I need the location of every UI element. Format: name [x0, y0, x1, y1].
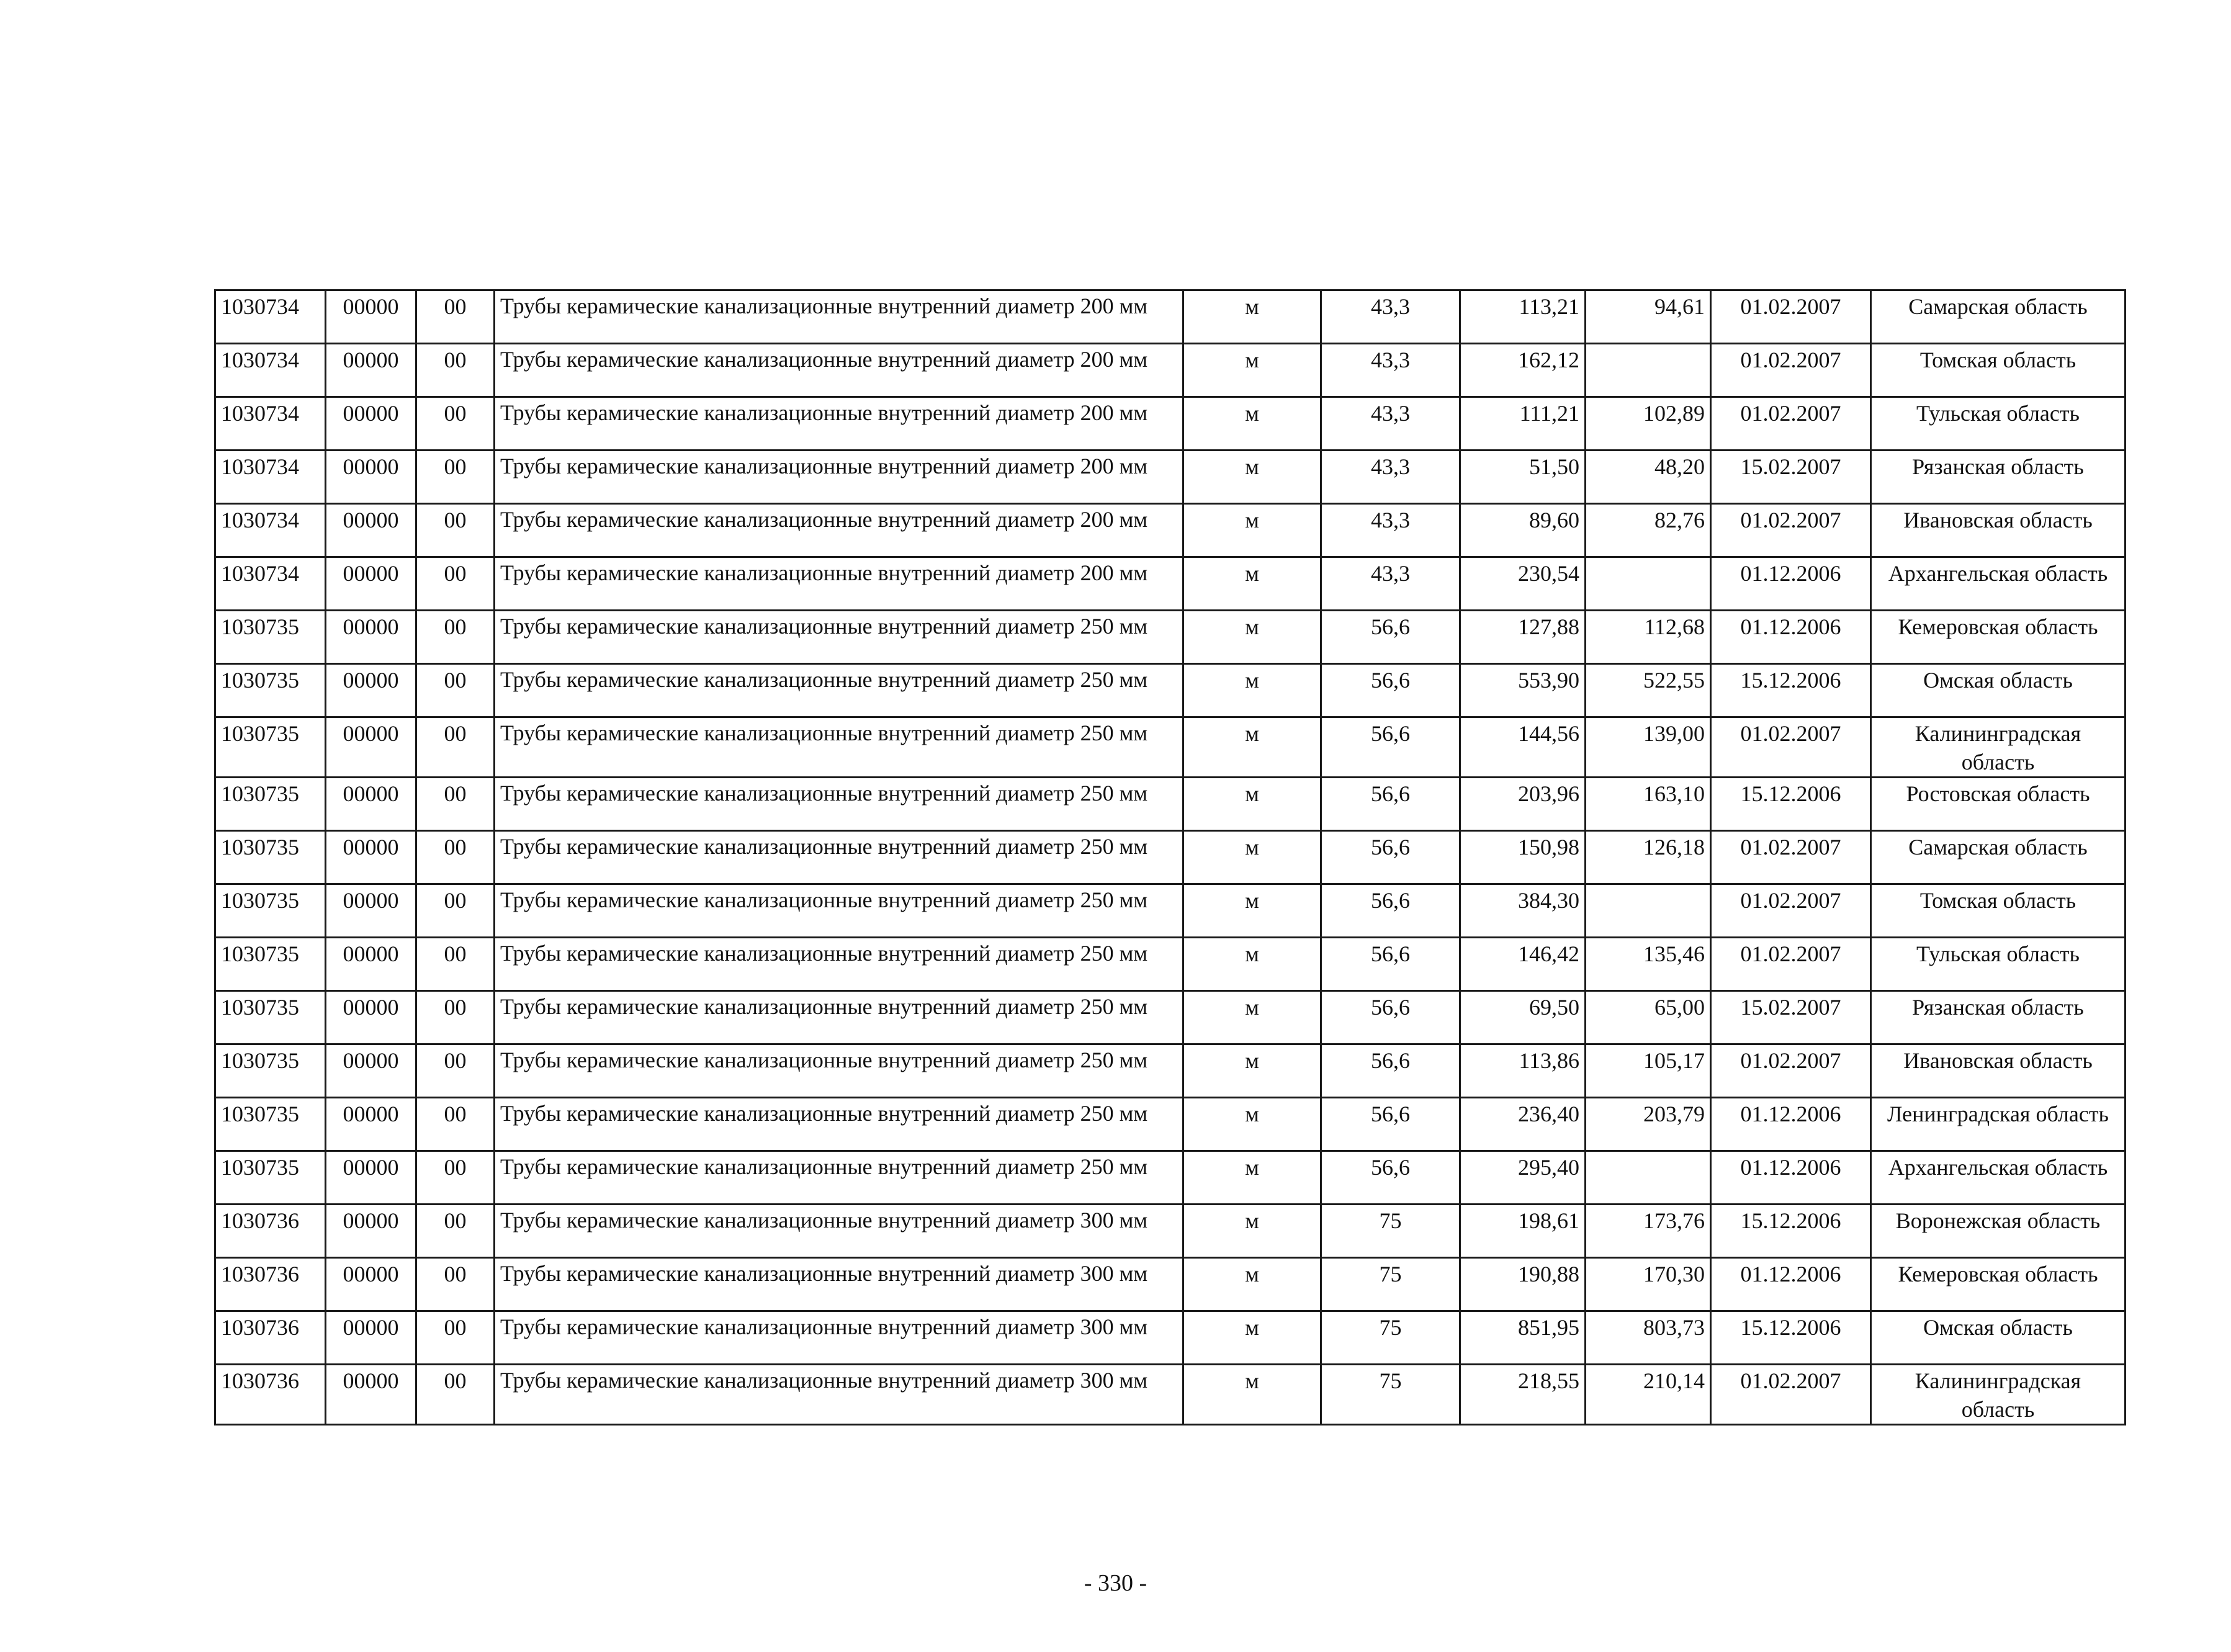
subcode-cell: 00000: [326, 1044, 416, 1098]
price-alt-cell: 82,76: [1586, 504, 1711, 557]
variant-cell: 00: [416, 451, 495, 504]
variant-cell: 00: [416, 991, 495, 1044]
unit-cell: м: [1183, 1098, 1321, 1151]
price-cell: 162,12: [1460, 344, 1586, 397]
region-cell: Калининградская область: [1871, 717, 2126, 778]
resource-name-cell: Трубы керамические канализационные внутренний диаметр 250 мм: [495, 884, 1183, 938]
variant-cell: 00: [416, 290, 495, 344]
unit-cell: м: [1183, 831, 1321, 884]
variant-cell: 00: [416, 778, 495, 831]
subcode-cell: 00000: [326, 1205, 416, 1258]
price-alt-cell: [1586, 1151, 1711, 1205]
variant-cell: 00: [416, 557, 495, 611]
subcode-cell: 00000: [326, 611, 416, 664]
resource-name-cell: Трубы керамические канализационные внутренний диаметр 250 мм: [495, 1151, 1183, 1205]
price-alt-cell: [1586, 557, 1711, 611]
date-cell: 15.12.2006: [1711, 778, 1871, 831]
unit-cell: м: [1183, 1044, 1321, 1098]
resource-name-cell: Трубы керамические канализационные внутренний диаметр 250 мм: [495, 778, 1183, 831]
weight-cell: 75: [1321, 1311, 1460, 1365]
subcode-cell: 00000: [326, 1258, 416, 1311]
price-alt-cell: 210,14: [1586, 1365, 1711, 1425]
resource-name-cell: Трубы керамические канализационные внутренний диаметр 250 мм: [495, 938, 1183, 991]
variant-cell: 00: [416, 1365, 495, 1425]
date-cell: 01.12.2006: [1711, 1098, 1871, 1151]
weight-cell: 56,6: [1321, 1044, 1460, 1098]
resource-name-cell: Трубы керамические канализационные внутренний диаметр 250 мм: [495, 1098, 1183, 1151]
price-cell: 113,21: [1460, 290, 1586, 344]
table-body: [215, 290, 2126, 1425]
table-row: [215, 717, 2126, 778]
weight-cell: 43,3: [1321, 290, 1460, 344]
unit-cell: м: [1183, 611, 1321, 664]
price-cell: 198,61: [1460, 1205, 1586, 1258]
date-cell: 01.12.2006: [1711, 1258, 1871, 1311]
resource-name-cell: Трубы керамические канализационные внутренний диаметр 250 мм: [495, 1044, 1183, 1098]
unit-cell: м: [1183, 397, 1321, 451]
table-row: [215, 1258, 2126, 1311]
subcode-cell: 00000: [326, 664, 416, 717]
subcode-cell: 00000: [326, 290, 416, 344]
resource-name-cell: Трубы керамические канализационные внутренний диаметр 250 мм: [495, 831, 1183, 884]
unit-cell: м: [1183, 557, 1321, 611]
price-alt-cell: [1586, 884, 1711, 938]
price-cell: 113,86: [1460, 1044, 1586, 1098]
resource-name-cell: Трубы керамические канализационные внутренний диаметр 300 мм: [495, 1205, 1183, 1258]
variant-cell: 00: [416, 1044, 495, 1098]
variant-cell: 00: [416, 611, 495, 664]
unit-cell: м: [1183, 991, 1321, 1044]
date-cell: 01.12.2006: [1711, 557, 1871, 611]
region-cell: Тульская область: [1871, 938, 2126, 991]
date-cell: 01.02.2007: [1711, 290, 1871, 344]
resource-code-cell: 1030735: [215, 991, 326, 1044]
price-cell: 111,21: [1460, 397, 1586, 451]
resource-code-cell: 1030735: [215, 938, 326, 991]
table-row: [215, 1311, 2126, 1365]
resource-code-cell: 1030735: [215, 884, 326, 938]
resource-name-cell: Трубы керамические канализационные внутренний диаметр 200 мм: [495, 451, 1183, 504]
price-cell: 51,50: [1460, 451, 1586, 504]
date-cell: 01.12.2006: [1711, 1151, 1871, 1205]
region-cell: Кемеровская область: [1871, 1258, 2126, 1311]
date-cell: 15.12.2006: [1711, 664, 1871, 717]
price-cell: 851,95: [1460, 1311, 1586, 1365]
weight-cell: 56,6: [1321, 778, 1460, 831]
variant-cell: 00: [416, 884, 495, 938]
price-alt-cell: 105,17: [1586, 1044, 1711, 1098]
unit-cell: м: [1183, 1205, 1321, 1258]
region-cell: Ивановская область: [1871, 504, 2126, 557]
price-alt-cell: [1586, 344, 1711, 397]
date-cell: 01.02.2007: [1711, 884, 1871, 938]
weight-cell: 43,3: [1321, 504, 1460, 557]
price-alt-cell: 803,73: [1586, 1311, 1711, 1365]
resource-code-cell: 1030735: [215, 1151, 326, 1205]
weight-cell: 56,6: [1321, 1151, 1460, 1205]
weight-cell: 75: [1321, 1258, 1460, 1311]
price-alt-cell: 112,68: [1586, 611, 1711, 664]
resource-name-cell: Трубы керамические канализационные внутренний диаметр 250 мм: [495, 664, 1183, 717]
weight-cell: 56,6: [1321, 611, 1460, 664]
table-row: [215, 884, 2126, 938]
subcode-cell: 00000: [326, 1365, 416, 1425]
resource-name-cell: Трубы керамические канализационные внутренний диаметр 300 мм: [495, 1365, 1183, 1425]
resource-code-cell: 1030734: [215, 397, 326, 451]
resource-name-cell: Трубы керамические канализационные внутренний диаметр 200 мм: [495, 504, 1183, 557]
table-row: [215, 344, 2126, 397]
weight-cell: 56,6: [1321, 1098, 1460, 1151]
subcode-cell: 00000: [326, 884, 416, 938]
price-cell: 127,88: [1460, 611, 1586, 664]
weight-cell: 75: [1321, 1205, 1460, 1258]
resource-code-cell: 1030735: [215, 1098, 326, 1151]
price-alt-cell: 522,55: [1586, 664, 1711, 717]
resource-name-cell: Трубы керамические канализационные внутренний диаметр 200 мм: [495, 344, 1183, 397]
unit-cell: м: [1183, 938, 1321, 991]
region-cell: Ивановская область: [1871, 1044, 2126, 1098]
variant-cell: 00: [416, 1151, 495, 1205]
weight-cell: 43,3: [1321, 557, 1460, 611]
price-cell: 146,42: [1460, 938, 1586, 991]
price-alt-cell: 48,20: [1586, 451, 1711, 504]
region-cell: Ленинградская область: [1871, 1098, 2126, 1151]
resource-code-cell: 1030736: [215, 1365, 326, 1425]
price-alt-cell: 135,46: [1586, 938, 1711, 991]
resource-name-cell: Трубы керамические канализационные внутренний диаметр 200 мм: [495, 557, 1183, 611]
unit-cell: м: [1183, 1365, 1321, 1425]
resource-name-cell: Трубы керамические канализационные внутренний диаметр 300 мм: [495, 1311, 1183, 1365]
date-cell: 15.02.2007: [1711, 451, 1871, 504]
price-cell: 203,96: [1460, 778, 1586, 831]
resource-name-cell: Трубы керамические канализационные внутренний диаметр 250 мм: [495, 717, 1183, 778]
price-cell: 144,56: [1460, 717, 1586, 778]
price-alt-cell: 65,00: [1586, 991, 1711, 1044]
resource-name-cell: Трубы керамические канализационные внутренний диаметр 300 мм: [495, 1258, 1183, 1311]
price-cell: 190,88: [1460, 1258, 1586, 1311]
resource-code-cell: 1030735: [215, 778, 326, 831]
variant-cell: 00: [416, 664, 495, 717]
region-cell: Томская область: [1871, 344, 2126, 397]
region-cell: Кемеровская область: [1871, 611, 2126, 664]
weight-cell: 56,6: [1321, 884, 1460, 938]
weight-cell: 43,3: [1321, 451, 1460, 504]
table-row: [215, 831, 2126, 884]
subcode-cell: 00000: [326, 1311, 416, 1365]
variant-cell: 00: [416, 504, 495, 557]
date-cell: 15.02.2007: [1711, 991, 1871, 1044]
resource-code-cell: 1030734: [215, 451, 326, 504]
resource-code-cell: 1030734: [215, 344, 326, 397]
table-row: [215, 504, 2126, 557]
table-row: [215, 991, 2126, 1044]
date-cell: 01.02.2007: [1711, 344, 1871, 397]
variant-cell: 00: [416, 717, 495, 778]
table-row: [215, 451, 2126, 504]
unit-cell: м: [1183, 290, 1321, 344]
subcode-cell: 00000: [326, 831, 416, 884]
resource-code-cell: 1030735: [215, 1044, 326, 1098]
price-table: [214, 289, 2126, 1425]
unit-cell: м: [1183, 1258, 1321, 1311]
price-cell: 384,30: [1460, 884, 1586, 938]
resource-name-cell: Трубы керамические канализационные внутренний диаметр 200 мм: [495, 397, 1183, 451]
resource-code-cell: 1030734: [215, 557, 326, 611]
region-cell: Архангельская область: [1871, 1151, 2126, 1205]
resource-code-cell: 1030734: [215, 504, 326, 557]
table-row: [215, 938, 2126, 991]
variant-cell: 00: [416, 938, 495, 991]
region-cell: Калининградская область: [1871, 1365, 2126, 1425]
subcode-cell: 00000: [326, 451, 416, 504]
resource-code-cell: 1030735: [215, 831, 326, 884]
price-cell: 236,40: [1460, 1098, 1586, 1151]
price-cell: 69,50: [1460, 991, 1586, 1044]
unit-cell: м: [1183, 504, 1321, 557]
price-cell: 218,55: [1460, 1365, 1586, 1425]
resource-code-cell: 1030735: [215, 664, 326, 717]
region-cell: Томская область: [1871, 884, 2126, 938]
price-alt-cell: 173,76: [1586, 1205, 1711, 1258]
region-cell: Воронежская область: [1871, 1205, 2126, 1258]
price-alt-cell: 126,18: [1586, 831, 1711, 884]
weight-cell: 56,6: [1321, 717, 1460, 778]
region-cell: Тульская область: [1871, 397, 2126, 451]
date-cell: 01.02.2007: [1711, 938, 1871, 991]
page-number: - 330 -: [1084, 1570, 1147, 1596]
resource-name-cell: Трубы керамические канализационные внутренний диаметр 200 мм: [495, 290, 1183, 344]
date-cell: 15.12.2006: [1711, 1311, 1871, 1365]
price-cell: 230,54: [1460, 557, 1586, 611]
region-cell: Самарская область: [1871, 290, 2126, 344]
table-row: [215, 611, 2126, 664]
unit-cell: м: [1183, 344, 1321, 397]
subcode-cell: 00000: [326, 1151, 416, 1205]
unit-cell: м: [1183, 1311, 1321, 1365]
resource-code-cell: 1030735: [215, 611, 326, 664]
variant-cell: 00: [416, 1311, 495, 1365]
price-cell: 553,90: [1460, 664, 1586, 717]
price-cell: 89,60: [1460, 504, 1586, 557]
price-alt-cell: 102,89: [1586, 397, 1711, 451]
date-cell: 15.12.2006: [1711, 1205, 1871, 1258]
table-row: [215, 1151, 2126, 1205]
unit-cell: м: [1183, 884, 1321, 938]
unit-cell: м: [1183, 1151, 1321, 1205]
weight-cell: 43,3: [1321, 397, 1460, 451]
weight-cell: 56,6: [1321, 831, 1460, 884]
date-cell: 01.02.2007: [1711, 1365, 1871, 1425]
region-cell: Омская область: [1871, 1311, 2126, 1365]
table-row: [215, 1365, 2126, 1425]
table-row: [215, 1044, 2126, 1098]
subcode-cell: 00000: [326, 717, 416, 778]
price-alt-cell: 163,10: [1586, 778, 1711, 831]
price-alt-cell: 139,00: [1586, 717, 1711, 778]
subcode-cell: 00000: [326, 344, 416, 397]
resource-code-cell: 1030735: [215, 717, 326, 778]
subcode-cell: 00000: [326, 938, 416, 991]
date-cell: 01.02.2007: [1711, 831, 1871, 884]
subcode-cell: 00000: [326, 557, 416, 611]
date-cell: 01.02.2007: [1711, 1044, 1871, 1098]
price-alt-cell: 203,79: [1586, 1098, 1711, 1151]
date-cell: 01.02.2007: [1711, 717, 1871, 778]
table-row: [215, 290, 2126, 344]
weight-cell: 56,6: [1321, 938, 1460, 991]
region-cell: Ростовская область: [1871, 778, 2126, 831]
region-cell: Архангельская область: [1871, 557, 2126, 611]
region-cell: Рязанская область: [1871, 451, 2126, 504]
variant-cell: 00: [416, 344, 495, 397]
variant-cell: 00: [416, 831, 495, 884]
variant-cell: 00: [416, 1258, 495, 1311]
unit-cell: м: [1183, 451, 1321, 504]
resource-code-cell: 1030736: [215, 1258, 326, 1311]
price-cell: 150,98: [1460, 831, 1586, 884]
table-row: [215, 1098, 2126, 1151]
table-row: [215, 557, 2126, 611]
subcode-cell: 00000: [326, 991, 416, 1044]
table-row: [215, 664, 2126, 717]
variant-cell: 00: [416, 1205, 495, 1258]
date-cell: 01.02.2007: [1711, 397, 1871, 451]
unit-cell: м: [1183, 778, 1321, 831]
price-cell: 295,40: [1460, 1151, 1586, 1205]
resource-code-cell: 1030736: [215, 1205, 326, 1258]
date-cell: 01.12.2006: [1711, 611, 1871, 664]
region-cell: Самарская область: [1871, 831, 2126, 884]
price-alt-cell: 94,61: [1586, 290, 1711, 344]
subcode-cell: 00000: [326, 504, 416, 557]
resource-code-cell: 1030734: [215, 290, 326, 344]
region-cell: Рязанская область: [1871, 991, 2126, 1044]
price-alt-cell: 170,30: [1586, 1258, 1711, 1311]
table-row: [215, 1205, 2126, 1258]
subcode-cell: 00000: [326, 778, 416, 831]
subcode-cell: 00000: [326, 1098, 416, 1151]
unit-cell: м: [1183, 717, 1321, 778]
region-cell: Омская область: [1871, 664, 2126, 717]
resource-name-cell: Трубы керамические канализационные внутренний диаметр 250 мм: [495, 991, 1183, 1044]
variant-cell: 00: [416, 397, 495, 451]
weight-cell: 75: [1321, 1365, 1460, 1425]
subcode-cell: 00000: [326, 397, 416, 451]
weight-cell: 56,6: [1321, 664, 1460, 717]
table-row: [215, 397, 2126, 451]
date-cell: 01.02.2007: [1711, 504, 1871, 557]
resource-name-cell: Трубы керамические канализационные внутренний диаметр 250 мм: [495, 611, 1183, 664]
unit-cell: м: [1183, 664, 1321, 717]
variant-cell: 00: [416, 1098, 495, 1151]
table-row: [215, 778, 2126, 831]
weight-cell: 43,3: [1321, 344, 1460, 397]
resource-code-cell: 1030736: [215, 1311, 326, 1365]
weight-cell: 56,6: [1321, 991, 1460, 1044]
